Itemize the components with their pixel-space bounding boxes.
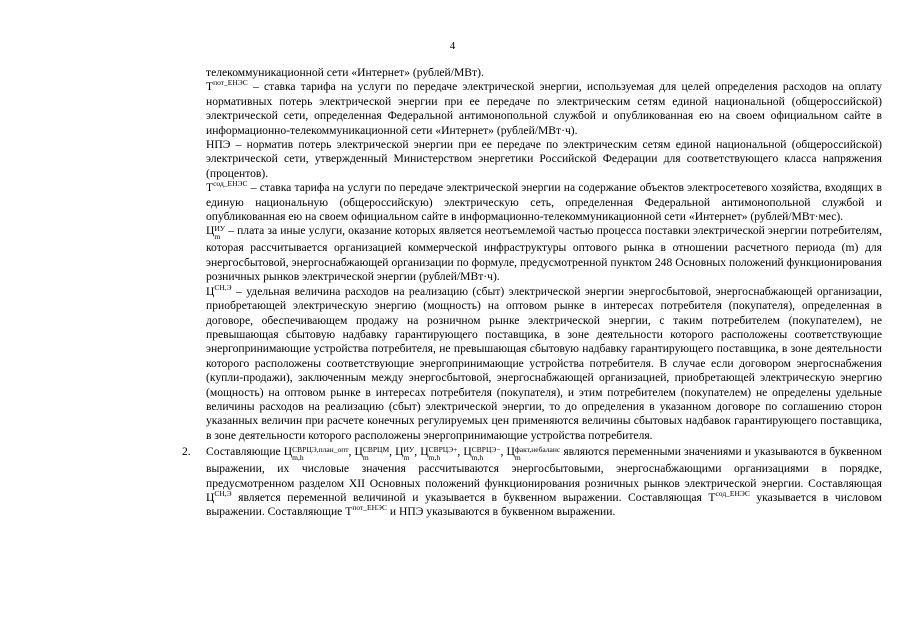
symbol-c-svrce-plan-opt: Ц СВРЦЭ,план_опт m,h [283, 445, 349, 463]
page-number: 4 [449, 40, 456, 52]
symbol-c-iu: Ц ИУ m [206, 224, 226, 242]
symbol-t-sod-enes: $Т^{сод\_ЕНЭС}$ [708, 488, 750, 504]
symbol-c-svrce-minus: Ц СВРЦЭ− m,h [463, 445, 501, 463]
definition-text: – удельная величина расходов на реализацию (сбыт) электрической энергии энергосбытовой, энергоснабжающей организации, приобретающей электрическую энергию (мощность) на оптовом рынке в интересах потребителя (покупателя), определенная в договоре, обеспечивающем продажу на розничном рынке электрической энергии, с таким потребителем (покупателем), не превышающая сбытовую надбавку гарантирующего поставщика, в зоне деятельности которого расположены соответствующие энергопринимающие устройства потребителя, не превышающая сбытовую надбавку гарантирующего поставщика, в зоне деятельности которого расположены соответствующие энергопринимающие устройства потребителя. В случае если договором энергоснабжения (купли-продажи), заключенным между энергосбытовой, энергоснабжающей организацией, приобретающей электрическую энергию (мощность) на оптовом рынке в интересах потребителя (покупателя), и этим потребителем (покупателем) не определены удельные величины расходов на реализацию (сбыт) электрической энергии, то до определения в указанном договоре по соглашению сторон указанных величин при расчете конечных регулируемых цен применяются величины сбытовых надбавок гарантирующего поставщика, в зоне деятельности которого расположены энергопринимающие устройства потребителя. [206, 284, 882, 442]
symbol-t-sod-enes: $Т^{сод\_ЕНЭС}$ [206, 179, 248, 195]
symbol-npe: НПЭ [206, 138, 231, 152]
list-item-number: 2. [182, 445, 191, 459]
definition-npe [206, 138, 882, 181]
list-item-2: 2. Составляющие Ц СВРЦЭ,план_опт m,h , Ц СВРЦМ m , Ц ИУ m , Ц СВРЦЭ+ m,h , Ц СВРЦЭ− m,h , Ц факт,небаланс m являются переменными значениями и указываются в буквенном выражении, их числовые значения рассчитываются энергосбытовыми, энергоснабжающими организациями в порядке, предусмотренном разделом XII Основных положений функционирования розничных рынков электрической энергии. Составляющая $Ц^{СН,Э}$ является переменной величиной и указывается в буквенном выражении. Составляющая $Т^{сод\_ЕНЭС}$ указывается в числовом выражении. Составляющие $Т^{пот\_ЕНЭС}$ и НПЭ указываются в буквенном выражении. [182, 445, 882, 519]
symbol-c-svrcm: Ц СВРЦМ m [354, 445, 390, 463]
symbol-c-sn-e: $Ц^{СН,Э}$ [206, 488, 232, 504]
definition-text: – ставка тарифа на услуги по передаче электрической энергии, используемая для целей определения расходов на оплату нормативных потерь электрической энергии при ее передаче по электрическим сетям единой национальной (общероссийской) электрической сети, определенная Федеральной антимонопольной службой и опубликованная ею на своем официальном сайте в информационно-телекоммуникационной сети «Интернет» (рублей/МВт·ч). [206, 80, 882, 137]
symbol-t-pot-enes: $Т^{пот\_ЕНЭС}$ [345, 503, 387, 519]
definition-t-pot-enes [206, 80, 882, 138]
definition-text: – ставка тарифа на услуги по передаче электрической энергии на содержание объектов электросетевого хозяйства, входящих в единую национальную (общероссийскую) электрическую сеть, определенная Федеральной антимонопольной службой и опубликованная ею на своем официальном сайте в информационно-телекоммуникационной сети «Интернет» (рублей/МВт·мес). [206, 181, 882, 224]
definition-text: – норматив потерь электрической энергии при ее передаче по электрическим сетям единой национальной (общероссийской) электрической сети, утвержденный Министерством энергетики Российской Федерации для соответствующего класса напряжения (процентов). [206, 138, 882, 180]
document-body [182, 66, 882, 520]
definition-t-sod-enes [206, 181, 882, 224]
symbol-c-iu: Ц ИУ m [395, 445, 415, 463]
definition-c-iu [206, 224, 882, 284]
symbol-c-sn-e: $Ц^{СН,Э}$ [206, 282, 232, 298]
continuation-text: телекоммуникационной сети «Интернет» (рублей/МВт). [206, 66, 484, 79]
symbol-c-svrce-plus: Ц СВРЦЭ+ m,h [420, 445, 458, 463]
symbol-t-pot-enes: $Т^{пот\_ЕНЭС}$ [206, 78, 248, 94]
symbol-c-fakt-nebalans: Ц факт,небаланс m [506, 445, 561, 463]
definition-text: – плата за иные услуги, оказание которых является неотъемлемой частью процесса поставки электрической энергии потребителям, которая рассчитывается организацией коммерческой инфраструктуры оптового рынка в отношении расчетного периода (m) для энергосбытовой, энергоснабжающей организации по формуле, предусмотренной пунктом 248 Основных положений функционирования розничных рынков электрической энергии (рублей/МВт·ч). [206, 224, 882, 284]
definition-c-sn-e [206, 282, 882, 443]
